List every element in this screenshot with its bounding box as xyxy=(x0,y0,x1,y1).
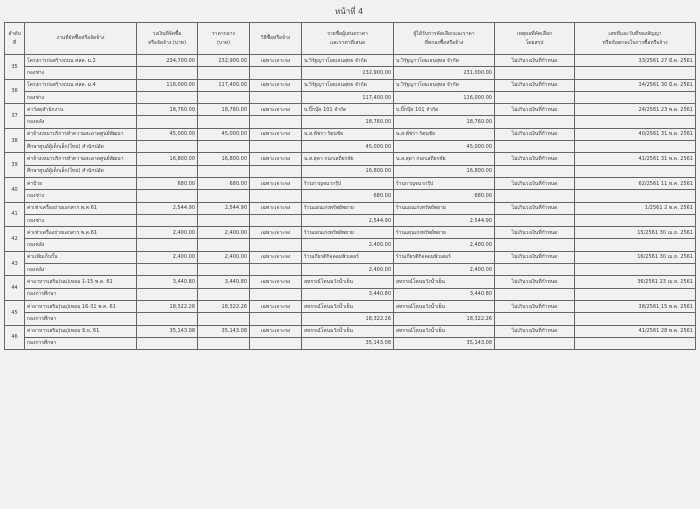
budget-value: 2,400.00 xyxy=(137,227,198,239)
win-price: 2,544.90 xyxy=(394,214,495,226)
row-number: 45 xyxy=(5,300,25,325)
bid-price: 232,900.00 xyxy=(302,67,394,79)
procurement-method: เฉพาะเจาะจง xyxy=(250,128,302,140)
empty-cell xyxy=(575,165,696,177)
selection-reason: ไม่เกินวงเงินที่กำหนด xyxy=(495,153,575,165)
empty-cell xyxy=(575,288,696,300)
bidder-name: สหกรณ์โคนมวังน้ำเย็น xyxy=(302,300,394,312)
row-number: 36 xyxy=(5,79,25,104)
bidder-name: ร้านแผนเก่งทรัพย์พยาย xyxy=(302,227,394,239)
winner-name: สหกรณ์โคนมวังน้ำเย็น xyxy=(394,300,495,312)
procurement-method: เฉพาะเจาะจง xyxy=(250,300,302,312)
procurement-method: เฉพาะเจาะจง xyxy=(250,104,302,116)
win-price: 231,000.00 xyxy=(394,67,495,79)
item-name: ค่าอาหารเสริม(นม)เทอม มิ.ย. 61 xyxy=(25,325,137,337)
win-price: 16,800.00 xyxy=(394,165,495,177)
empty-cell xyxy=(495,264,575,276)
empty-cell xyxy=(198,116,250,128)
contract-ref: 33/2561 27 มี.ค. 2561 xyxy=(575,55,696,67)
header-winner: ผู้ได้รับการคัดเลือกและราคา ที่ตกลงซื้อหรือจ้าง xyxy=(394,23,495,55)
row-number: 42 xyxy=(5,227,25,252)
table-row xyxy=(5,128,696,140)
bidder-name: บ.บิ๊กบุ๊ค 101 จำกัด xyxy=(302,104,394,116)
empty-cell xyxy=(198,313,250,325)
empty-cell xyxy=(137,288,198,300)
table-row xyxy=(5,251,696,263)
table-row-detail xyxy=(5,116,696,128)
empty-cell xyxy=(250,165,302,177)
bidder-name: ร้านกาญจนากรุ๊ป xyxy=(302,177,394,189)
empty-cell xyxy=(250,91,302,103)
empty-cell xyxy=(137,337,198,349)
bid-price: 3,440.80 xyxy=(302,288,394,300)
winner-name: สหกรณ์โคนมวังน้ำเย็น xyxy=(394,276,495,288)
empty-cell xyxy=(198,239,250,251)
winner-name: น.วิรัฐญาวโยธเจนสุทธ จำกัด xyxy=(394,79,495,91)
header-reason: เหตุผลที่คัดเลือก โดยสรุป xyxy=(495,23,575,55)
header-median: ราคากลาง (บาท) xyxy=(198,23,250,55)
win-price: 2,400.00 xyxy=(394,264,495,276)
contract-ref: 24/2561 23 พ.ค. 2561 xyxy=(575,104,696,116)
winner-name: สหกรณ์โคนมวังน้ำเย็น xyxy=(394,325,495,337)
win-price: 680.00 xyxy=(394,190,495,202)
median-price: 2,400.00 xyxy=(198,251,250,263)
department: กองคลัง xyxy=(25,239,137,251)
contract-ref: 15/2561 30 เม.ย. 2561 xyxy=(575,227,696,239)
winner-name: ร้านแผนเก่งทรัพย์พยาย xyxy=(394,227,495,239)
empty-cell xyxy=(250,337,302,349)
empty-cell xyxy=(250,141,302,153)
bidder-name: น.วิรัฐญาวโยธเจนสุทธ จำกัด xyxy=(302,55,394,67)
contract-ref: 62/2561 11 พ.ค. 2561 xyxy=(575,177,696,189)
budget-value: 18,322.26 xyxy=(137,300,198,312)
bid-price: 2,544.90 xyxy=(302,214,394,226)
item-name: ค่าวัสดุสำนักงาน xyxy=(25,104,137,116)
department: กองคลัง xyxy=(25,264,137,276)
procurement-method: เฉพาะเจาะจง xyxy=(250,251,302,263)
department: กองช่าง xyxy=(25,214,137,226)
item-name: ค่าจ้างเหมาบริการทำความสะอาดศูนย์พัฒนา xyxy=(25,153,137,165)
budget-value: 2,400.00 xyxy=(137,251,198,263)
table-row xyxy=(5,325,696,337)
table-row xyxy=(5,227,696,239)
row-number: 41 xyxy=(5,202,25,227)
table-row-detail xyxy=(5,337,696,349)
table-row-detail xyxy=(5,91,696,103)
bidder-name: ร้านแผนเก่งทรัพย์พยาย xyxy=(302,202,394,214)
empty-cell xyxy=(495,313,575,325)
selection-reason: ไม่เกินวงเงินที่กำหนด xyxy=(495,276,575,288)
empty-cell xyxy=(250,288,302,300)
bid-price: 680.00 xyxy=(302,190,394,202)
table-header-row xyxy=(5,23,696,55)
empty-cell xyxy=(137,67,198,79)
empty-cell xyxy=(575,239,696,251)
table-row xyxy=(5,276,696,288)
table-row xyxy=(5,153,696,165)
contract-ref: 41/2561 31 พ.ค. 2561 xyxy=(575,153,696,165)
procurement-method: เฉพาะเจาะจง xyxy=(250,79,302,91)
procurement-method: เฉพาะเจาะจง xyxy=(250,202,302,214)
empty-cell xyxy=(198,141,250,153)
table-row-detail xyxy=(5,141,696,153)
department: กองคลัง xyxy=(25,116,137,128)
bid-price: 45,000.00 xyxy=(302,141,394,153)
table-row xyxy=(5,177,696,189)
selection-reason: ไม่เกินวงเงินที่กำหนด xyxy=(495,251,575,263)
selection-reason: ไม่เกินวงเงินที่กำหนด xyxy=(495,177,575,189)
empty-cell xyxy=(250,313,302,325)
median-price: 3,440.80 xyxy=(198,276,250,288)
bidder-name: สหกรณ์โคนมวังน้ำเย็น xyxy=(302,276,394,288)
table-row xyxy=(5,104,696,116)
budget-value: 3,440.80 xyxy=(137,276,198,288)
budget-value: 45,000.00 xyxy=(137,128,198,140)
winner-name: ร้านแผนเก่งทรัพย์พยาย xyxy=(394,202,495,214)
empty-cell xyxy=(495,165,575,177)
empty-cell xyxy=(250,190,302,202)
bid-price: 18,322.26 xyxy=(302,313,394,325)
empty-cell xyxy=(250,67,302,79)
header-budget: วงเงินที่จัดซื้อ หรือจัดจ้าง (บาท) xyxy=(137,23,198,55)
selection-reason: ไม่เกินวงเงินที่กำหนด xyxy=(495,202,575,214)
budget-value: 16,800.00 xyxy=(137,153,198,165)
bidder-name: น.วิรัฐญาวโยธเจนสุทธ จำกัด xyxy=(302,79,394,91)
empty-cell xyxy=(575,67,696,79)
empty-cell xyxy=(198,165,250,177)
budget-value: 2,544.90 xyxy=(137,202,198,214)
empty-cell xyxy=(495,239,575,251)
empty-cell xyxy=(198,91,250,103)
empty-cell xyxy=(198,288,250,300)
empty-cell xyxy=(137,165,198,177)
empty-cell xyxy=(575,190,696,202)
procurement-method: เฉพาะเจาะจง xyxy=(250,227,302,239)
department: กองการศึกษา xyxy=(25,313,137,325)
header-contract: เลขที่และวันที่ของสัญญา หรือข้อตกลงในการซื้อหรือจ้าง xyxy=(575,23,696,55)
median-price: 680.00 xyxy=(198,177,250,189)
item-name: ค่าอาหารเสริม(นม)เทอม 1-15 พ.ค. 61 xyxy=(25,276,137,288)
row-number: 46 xyxy=(5,325,25,350)
win-price: 18,322.26 xyxy=(394,313,495,325)
department: กองการศึกษา xyxy=(25,288,137,300)
empty-cell xyxy=(137,264,198,276)
department: กองการศึกษา xyxy=(25,337,137,349)
budget-value: 18,760.00 xyxy=(137,104,198,116)
row-number: 43 xyxy=(5,251,25,276)
empty-cell xyxy=(137,313,198,325)
empty-cell xyxy=(137,239,198,251)
selection-reason: ไม่เกินวงเงินที่กำหนด xyxy=(495,227,575,239)
empty-cell xyxy=(495,214,575,226)
row-number: 38 xyxy=(5,128,25,153)
winner-name: น.วิรัฐญาวโยธเจนสุทธ จำกัด xyxy=(394,55,495,67)
empty-cell xyxy=(137,91,198,103)
empty-cell xyxy=(137,214,198,226)
empty-cell xyxy=(575,337,696,349)
item-name: โครงการก่อสร้างถนน คสล. ม.2 xyxy=(25,55,137,67)
header-no: ลำดับที่ xyxy=(5,23,25,55)
table-row-detail xyxy=(5,165,696,177)
procurement-method: เฉพาะเจาะจง xyxy=(250,177,302,189)
contract-ref: 1/2561 2 พ.ค. 2561 xyxy=(575,202,696,214)
empty-cell xyxy=(198,337,250,349)
empty-cell xyxy=(575,141,696,153)
bidder-name: สหกรณ์โคนมวังน้ำเย็น xyxy=(302,325,394,337)
empty-cell xyxy=(198,190,250,202)
bid-price: 117,400.00 xyxy=(302,91,394,103)
selection-reason: ไม่เกินวงเงินที่กำหนด xyxy=(495,79,575,91)
bidder-name: ร้านเกียรติกิจคอมพิวเตอร์ xyxy=(302,251,394,263)
header-method: วิธีซื้อหรือจ้าง xyxy=(250,23,302,55)
empty-cell xyxy=(495,337,575,349)
empty-cell xyxy=(495,141,575,153)
row-number: 39 xyxy=(5,153,25,178)
row-number: 35 xyxy=(5,55,25,80)
row-number: 37 xyxy=(5,104,25,129)
empty-cell xyxy=(198,264,250,276)
winner-name: บ.บิ๊กบุ๊ค 101 จำกัด xyxy=(394,104,495,116)
page-number: หน้าที่ 4 xyxy=(335,7,364,16)
table-row-detail xyxy=(5,190,696,202)
procurement-method: เฉพาะเจาะจง xyxy=(250,153,302,165)
empty-cell xyxy=(250,239,302,251)
median-price: 18,322.26 xyxy=(198,300,250,312)
item-name: โครงการก่อสร้างถนน คสล. ม.4 xyxy=(25,79,137,91)
contract-ref: 34/2561 30 มี.ค. 2561 xyxy=(575,79,696,91)
empty-cell xyxy=(250,214,302,226)
department: กองช่าง xyxy=(25,91,137,103)
winner-name: ร้านเกียรติกิจคอมพิวเตอร์ xyxy=(394,251,495,263)
department: กองช่าง xyxy=(25,67,137,79)
table-row-detail xyxy=(5,313,696,325)
win-price: 45,000.00 xyxy=(394,141,495,153)
header-item: งานที่จัดซื้อหรือจัดจ้าง xyxy=(25,23,137,55)
table-row-detail xyxy=(5,288,696,300)
contract-ref: 40/2561 31 พ.ค. 2561 xyxy=(575,128,696,140)
procurement-method: เฉพาะเจาะจง xyxy=(250,325,302,337)
header-bidders: รายชื่อผู้เสนอราคา และราคาที่เสนอ xyxy=(302,23,394,55)
empty-cell xyxy=(250,264,302,276)
median-price: 16,800.00 xyxy=(198,153,250,165)
bid-price: 35,143.08 xyxy=(302,337,394,349)
table-row xyxy=(5,202,696,214)
winner-name: น.ส.พัชรา รัตนชัย xyxy=(394,128,495,140)
empty-cell xyxy=(495,116,575,128)
selection-reason: ไม่เกินวงเงินที่กำหนด xyxy=(495,300,575,312)
empty-cell xyxy=(495,91,575,103)
bid-price: 2,400.00 xyxy=(302,239,394,251)
empty-cell xyxy=(575,91,696,103)
table-row xyxy=(5,55,696,67)
budget-value: 35,143.08 xyxy=(137,325,198,337)
row-number: 40 xyxy=(5,177,25,202)
empty-cell xyxy=(137,190,198,202)
winner-name: น.ส.สุดา กนกเสถียรชัย xyxy=(394,153,495,165)
contract-ref: 36/2561 23 เม.ย. 2561 xyxy=(575,276,696,288)
median-price: 35,143.08 xyxy=(198,325,250,337)
median-price: 45,000.00 xyxy=(198,128,250,140)
bid-price: 18,760.00 xyxy=(302,116,394,128)
empty-cell xyxy=(575,214,696,226)
item-name: ค่าป้าย xyxy=(25,177,137,189)
winner-name: ร้านกาญจนากรุ๊ป xyxy=(394,177,495,189)
budget-value: 680.00 xyxy=(137,177,198,189)
empty-cell xyxy=(198,67,250,79)
empty-cell xyxy=(495,288,575,300)
procurement-method: เฉพาะเจาะจง xyxy=(250,55,302,67)
empty-cell xyxy=(575,264,696,276)
median-price: 2,544.90 xyxy=(198,202,250,214)
empty-cell xyxy=(495,190,575,202)
procurement-table xyxy=(4,22,696,350)
table-row-detail xyxy=(5,239,696,251)
table-row xyxy=(5,79,696,91)
table-row-detail xyxy=(5,214,696,226)
empty-cell xyxy=(250,116,302,128)
selection-reason: ไม่เกินวงเงินที่กำหนด xyxy=(495,104,575,116)
item-name: ค่าเช่าเครื่องถ่ายเอกสาร พ.ค.61 xyxy=(25,202,137,214)
table-row-detail xyxy=(5,264,696,276)
win-price: 18,760.00 xyxy=(394,116,495,128)
item-name: ค่าจ้างเหมาบริการทำความสะอาดศูนย์พัฒนา xyxy=(25,128,137,140)
bidder-name: น.ส.พัชรา รัตนชัย xyxy=(302,128,394,140)
median-price: 18,760.00 xyxy=(198,104,250,116)
median-price: 232,900.00 xyxy=(198,55,250,67)
bid-price: 16,800.00 xyxy=(302,165,394,177)
median-price: 2,400.00 xyxy=(198,227,250,239)
row-number: 44 xyxy=(5,276,25,301)
win-price: 2,400.00 xyxy=(394,239,495,251)
procurement-method: เฉพาะเจาะจง xyxy=(250,276,302,288)
department: กองช่าง xyxy=(25,190,137,202)
empty-cell xyxy=(198,214,250,226)
empty-cell xyxy=(137,141,198,153)
table-row-detail xyxy=(5,67,696,79)
contract-ref: 16/2561 30 เม.ย. 2561 xyxy=(575,251,696,263)
item-name: ค่าแฟ้มเก็บกั้น xyxy=(25,251,137,263)
win-price: 116,000.00 xyxy=(394,91,495,103)
item-name: ค่าอาหารเสริม(นม)เทอม 16-31 พ.ค. 61 xyxy=(25,300,137,312)
department: ศึกษาศูนย์ผู้เด็กเล็ก(ใหม่) สำนักปลัด xyxy=(25,165,137,177)
budget-value: 234,700.00 xyxy=(137,55,198,67)
win-price: 35,143.08 xyxy=(394,337,495,349)
item-name: ค่าเช่าเครื่องถ่ายเอกสาร พ.ค.61 xyxy=(25,227,137,239)
empty-cell xyxy=(495,67,575,79)
selection-reason: ไม่เกินวงเงินที่กำหนด xyxy=(495,55,575,67)
median-price: 117,400.00 xyxy=(198,79,250,91)
selection-reason: ไม่เกินวงเงินที่กำหนด xyxy=(495,325,575,337)
department: ศึกษาศูนย์ผู้เด็กเล็ก(ใหม่) สำนักปลัด xyxy=(25,141,137,153)
selection-reason: ไม่เกินวงเงินที่กำหนด xyxy=(495,128,575,140)
bid-price: 2,400.00 xyxy=(302,264,394,276)
empty-cell xyxy=(137,116,198,128)
budget-value: 118,000.00 xyxy=(137,79,198,91)
table-row xyxy=(5,300,696,312)
win-price: 3,440.80 xyxy=(394,288,495,300)
contract-ref: 38/2561 15 พ.ค. 2561 xyxy=(575,300,696,312)
bidder-name: น.ส.สุดา กนกเสถียรชัย xyxy=(302,153,394,165)
contract-ref: 41/2561 28 พ.ค. 2561 xyxy=(575,325,696,337)
empty-cell xyxy=(575,116,696,128)
empty-cell xyxy=(575,313,696,325)
